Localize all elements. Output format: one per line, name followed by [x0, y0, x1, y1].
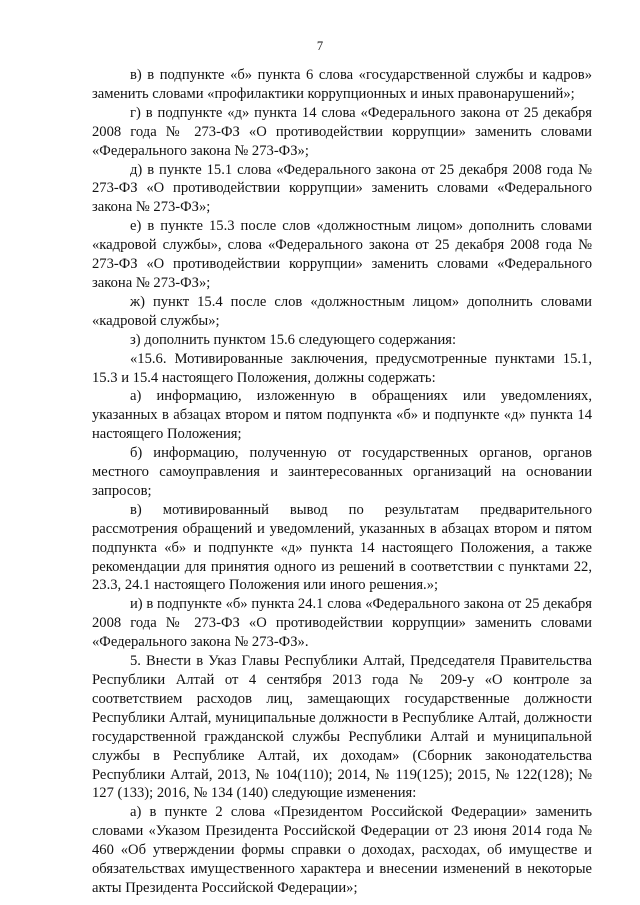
paragraph-subitem-b: б) информацию, полученную от государственных органов, органов местного самоуправления и заинтересованных организаций на основании запросов; — [92, 445, 592, 499]
document-body — [92, 66, 592, 898]
paragraph-section-5-item-a: а) в пункте 2 слова «Президентом Российской Федерации» заменить словами «Указом Президента Российской Федерации от 23 июня 2014 года № 460 «Об утверждении формы справки о доходах, расходах, об имуществе и обязательствах имущественного характера и внесении изменений в некоторые акты Президента Российской Федерации»; — [92, 804, 592, 896]
paragraph-item-v: в) в подпункте «б» пункта 6 слова «государственной службы и кадров» заменить словами «профилактики коррупционных и иных правонарушений»; — [92, 67, 592, 102]
paragraph-section-5: 5. Внести в Указ Главы Республики Алтай, Председателя Правительства Республики Алтай от 4 сентября 2013 года № 209-у «О контроле за соответствием расходов лиц, замещающих государственные должности Республики Алтай, муниципальные должности в Республике Алтай, должности государственной гражданской службы Республики Алтай и муниципальной службы в Республике Алтай, их доходам» (Сборник законодательства Республики Алтай, 2013, № 104(110); 2014, № 119(125); 2015, № 122(128); № 127 (133); 2016, № 134 (140) следующие изменения: — [92, 653, 592, 802]
paragraph-item-zh: ж) пункт 15.4 после слов «должностным лицом» дополнить словами «кадровой службы»; — [92, 293, 592, 329]
paragraph-subitem-a: а) информацию, изложенную в обращениях или уведомлениях, указанных в абзацах втором и пятом подпункта «б» и подпункте «д» пункта 14 настоящего Положения; — [92, 388, 592, 443]
paragraph-item-d: д) в пункте 15.1 слова «Федерального закона от 25 декабря 2008 года № 273-ФЗ «О противодействии коррупции» заменить словами «Федерального закона № 273-ФЗ»; — [92, 161, 592, 216]
paragraph-quote-15-6: «15.6. Мотивированные заключения, предусмотренные пунктами 15.1, 15.3 и 15.4 настоящего Положения, должны содержать: — [92, 350, 592, 386]
paragraph-item-i: и) в подпункте «б» пункта 24.1 слова «Федерального закона от 25 декабря 2008 года № 273-ФЗ «О противодействии коррупции» заменить словами «Федерального закона № 273-ФЗ». — [92, 596, 592, 651]
paragraph-subitem-v: в) мотивированный вывод по результатам предварительного рассмотрения обращений и уведомлений, указанных в абзацах втором и пятом подпункта «б» и подпункте «д» пункта 14 настоящего Положения, а также рекомендации для принятия одного из решений в соответствии с пунктами 22, 23.3, 24.1 настоящего Положения или иного решения.»; — [92, 501, 592, 594]
paragraph-item-z: з) дополнить пунктом 15.6 следующего содержания: — [130, 331, 457, 348]
paragraph-item-g: г) в подпункте «д» пункта 14 слова «Федерального закона от 25 декабря 2008 года № 273-ФЗ «О противодействии коррупции» заменить словами «Федерального закона № 273-ФЗ»; — [92, 104, 592, 159]
page-number: 7 — [316, 39, 324, 53]
paragraph-item-e: е) в пункте 15.3 после слов «должностным лицом» дополнить словами «кадровой службы», слова «Федерального закона от 25 декабря 2008 года № 273-ФЗ «О противодействии коррупции» заменить словами «Федерального закона № 273-ФЗ»; — [92, 218, 592, 291]
